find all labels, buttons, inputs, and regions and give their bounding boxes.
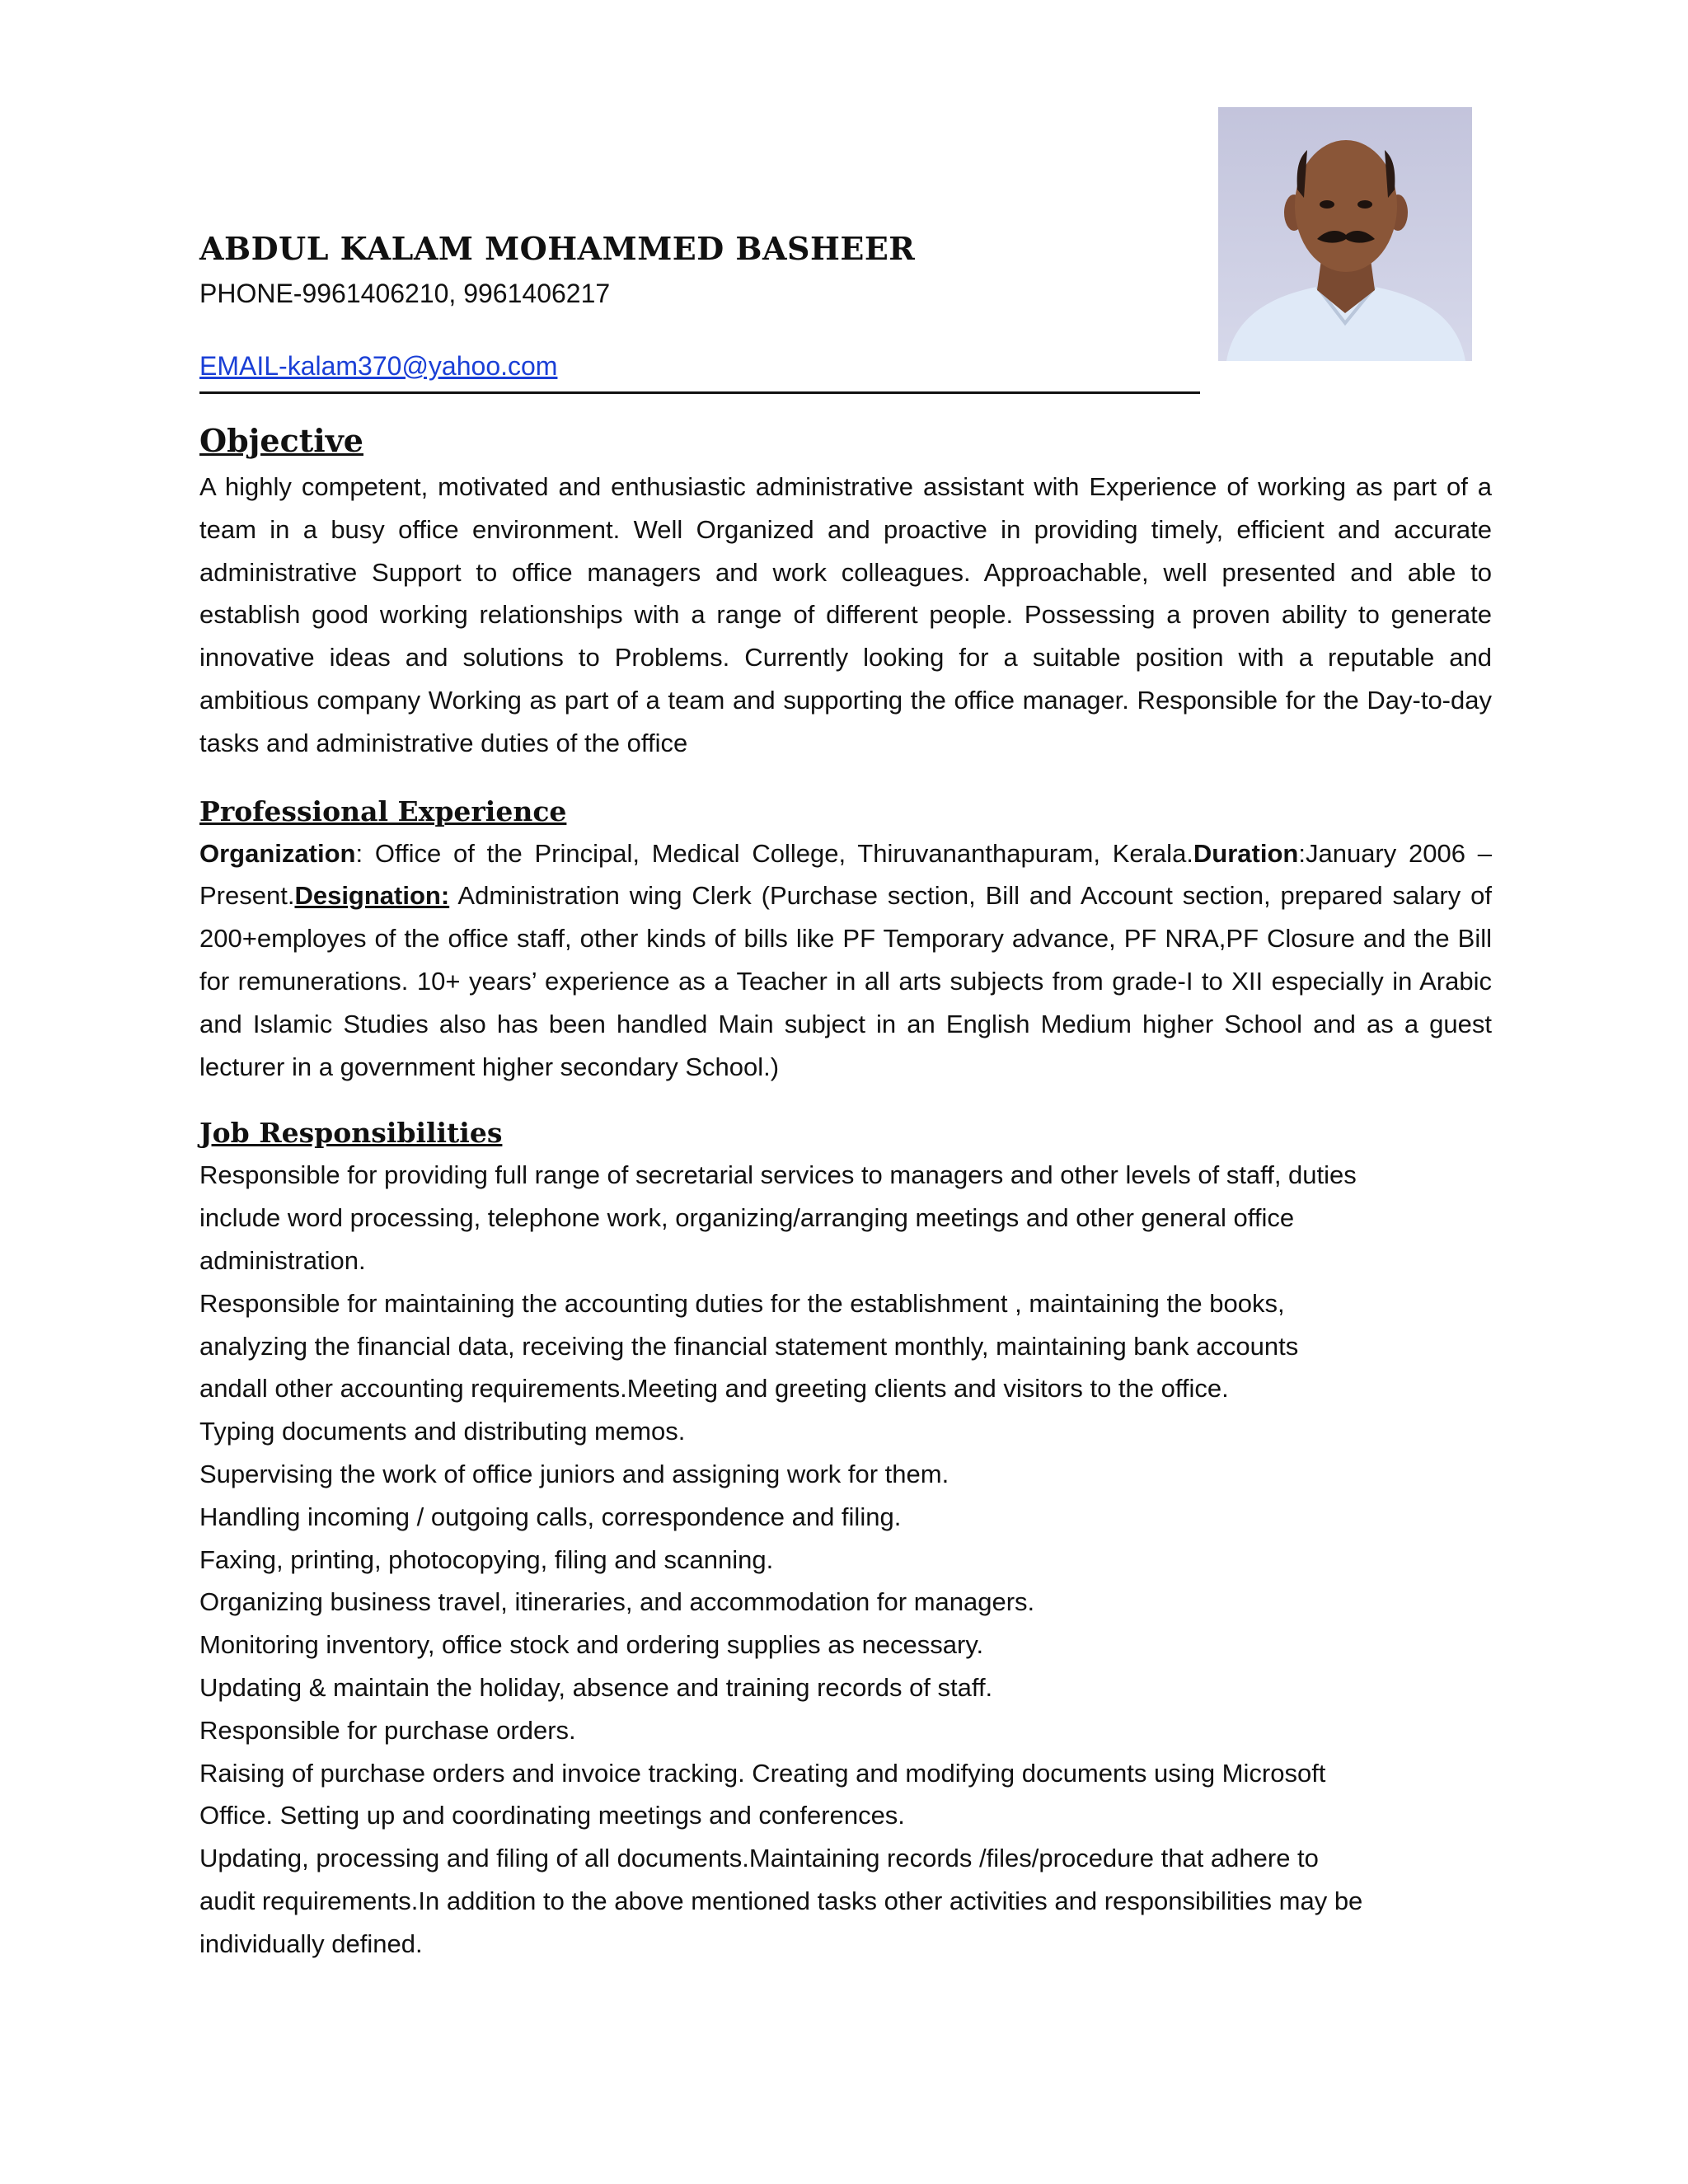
responsibility-line: Office. Setting up and coordinating meetings and conferences. (199, 1801, 905, 1830)
designation-value: Administration wing Clerk (Purchase section, Bill and Account section, prepared salary of 200+employes of the office staff, other kinds of bills like PF Temporary advance, PF NRA,PF Closure and the Bill for remunerations. 10+ years’ experience as a Teacher in all arts subjects from grade-I to XII especially in Arabic and Islamic Studies also has been handled Main subject in an English Medium higher School and as a guest lecturer in a government higher secondary School.) (199, 881, 1492, 1081)
responsibility-line: Responsible for purchase orders. (199, 1715, 576, 1745)
phone-numbers: PHONE-9961406210, 9961406217 (199, 279, 611, 308)
applicant-name: ABDUL KALAM MOHAMMED BASHEER (199, 230, 916, 267)
responsibility-line: individually defined. (199, 1929, 423, 1958)
responsibility-line: analyzing the financial data, receiving the financial statement monthly, maintaining bank accounts (199, 1331, 1299, 1361)
email-link[interactable]: EMAIL-kalam370@yahoo.com (199, 351, 558, 381)
responsibility-line: Organizing business travel, itineraries, and accommodation for managers. (199, 1587, 1035, 1617)
responsibility-line: Raising of purchase orders and invoice tracking. Creating and modifying documents using Microsoft (199, 1758, 1326, 1788)
organization-label: Organization (199, 838, 356, 868)
responsibility-line: Updating, processing and filing of all documents.Maintaining records /files/procedure that adhere to (199, 1844, 1319, 1873)
experience-section (199, 791, 1492, 1089)
duration-value: :January 2006 –Present. (199, 838, 1492, 911)
resume-header (199, 223, 1200, 384)
resume-body (199, 416, 1492, 1966)
responsibility-line: Responsible for maintaining the accounting duties for the establishment , maintaining the books, (199, 1288, 1285, 1318)
responsibility-line: Responsible for providing full range of secretarial services to managers and other levels of staff, duties (199, 1160, 1357, 1190)
header-divider (199, 391, 1200, 394)
experience-heading: Professional Experience (199, 794, 567, 827)
responsibility-line: Supervising the work of office juniors and assigning work for them. (199, 1459, 950, 1488)
responsibility-line: audit requirements.In addition to the above mentioned tasks other activities and responsibilities may be (199, 1886, 1363, 1915)
objective-heading: Objective (199, 422, 363, 459)
responsibility-line: andall other accounting requirements.Meeting and greeting clients and visitors to the office. (199, 1374, 1229, 1404)
objective-text: A highly competent, motivated and enthusiastic administrative assistant with Experience of working as part of a team in a busy office environment. Well Organized and proactive in providing timely, efficient and accurate administrative Support to office managers and work colleagues. Approachable, well presented and able to establish good working relationships with a range of different people. Possessing a proven ability to generate innovative ideas and solutions to Problems. Currently looking for a suitable position with a reputable and ambitious company Working as part of a team and supporting the office manager. Responsible for the Day-to-day tasks and administrative duties of the office (199, 472, 1492, 757)
duration-label: Duration (1193, 838, 1299, 868)
responsibility-line: Handling incoming / outgoing calls, correspondence and filing. (199, 1502, 902, 1531)
designation-label: Designation: (294, 881, 450, 911)
responsibilities-heading: Job Responsibilities (199, 1117, 503, 1150)
experience-text (199, 832, 1492, 1089)
responsibilities-section (199, 1113, 1492, 1965)
organization-value: : Office of the Principal, Medical College, Thiruvananthapuram, Kerala. (355, 838, 1193, 868)
responsibility-line: Updating & maintain the holiday, absence and training records of staff. (199, 1672, 993, 1702)
responsibility-line: Faxing, printing, photocopying, filing and scanning. (199, 1544, 774, 1574)
profile-photo (1218, 107, 1472, 361)
responsibility-line: Monitoring inventory, office stock and ordering supplies as necessary. (199, 1630, 984, 1660)
responsibility-line: include word processing, telephone work, organizing/arranging meetings and other general office (199, 1203, 1295, 1233)
responsibility-line: Typing documents and distributing memos. (199, 1417, 686, 1446)
responsibility-line: administration. (199, 1245, 366, 1275)
objective-section (199, 416, 1492, 765)
